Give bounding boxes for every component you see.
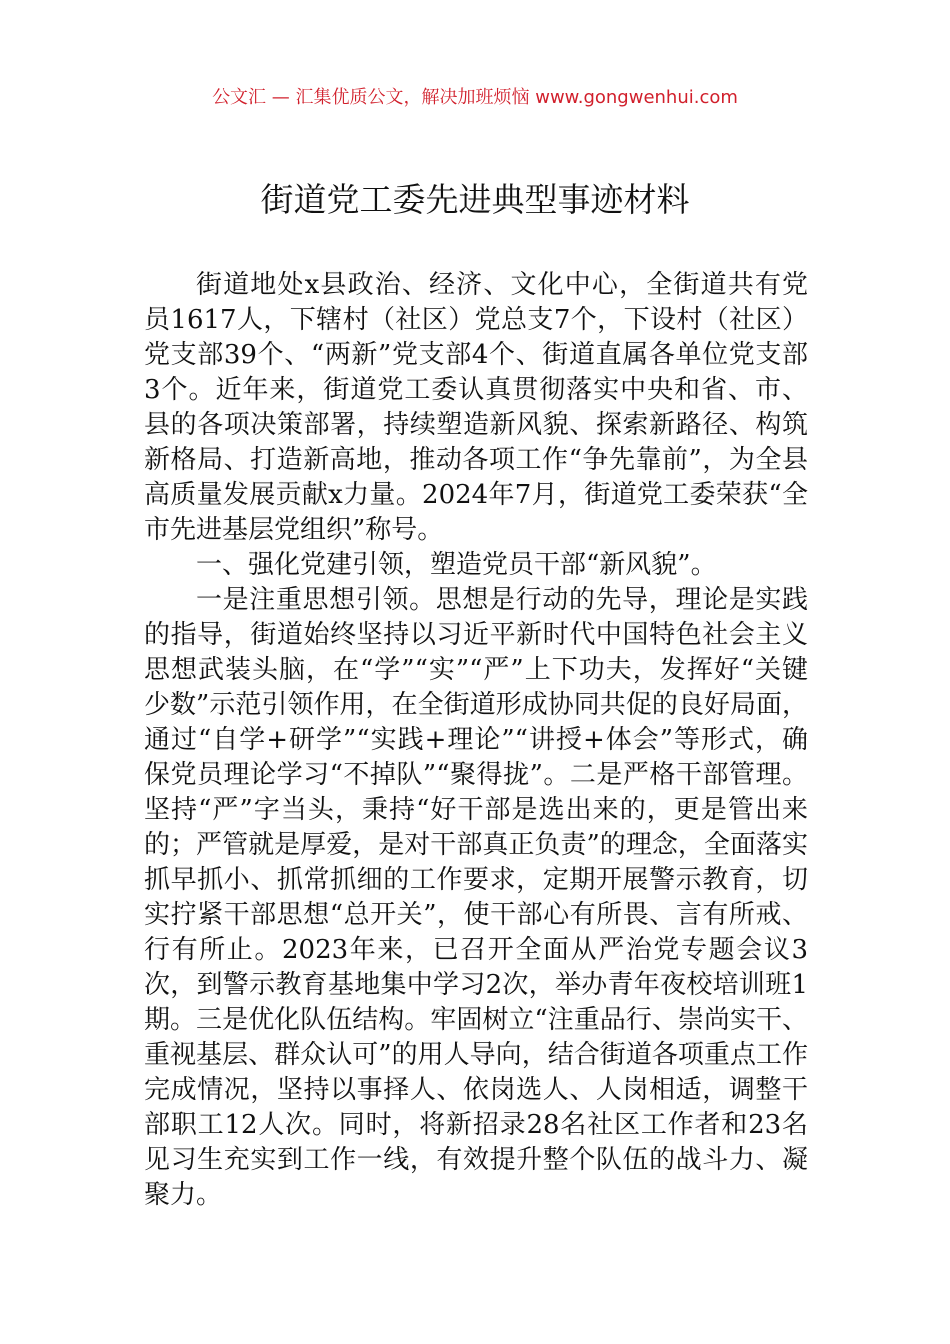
intro-paragraph: 街道地处x县政治、经济、文化中心，全街道共有党员1617人，下辖村（社区）党总支7个，下设村（社区）党支部39个、“两新”党支部4个、街道直属各单位党支部3个。近年来，街道党工委认真贯彻落实中央和省、市、县的各项决策部署，持续塑造新风貌、探索新路径、构筑新格局、打造新高地，推动各项工作“争先靠前”，为全县高质量发展贡献x力量。2024年7月，街道党工委荣获“全市先进基层党组织”称号。 <box>144 270 808 545</box>
header-banner[interactable]: 公文汇 — 汇集优质公文，解决加班烦恼 www.gongwenhui.com <box>212 87 738 108</box>
section-heading: 一、强化党建引领，塑造党员干部“新风貌”。 <box>196 550 717 580</box>
body-paragraph: 一是注重思想引领。思想是行动的先导，理论是实践的指导，街道始终坚持以习近平新时代中国特色社会主义思想武装头脑，在“学”“实”“严”上下功夫，发挥好“关键少数”示范引领作用，在全街道形成协同共促的良好局面，通过“自学+研学”“实践+理论”“讲授+体会”等形式，确保党员理论学习“不掉队”“聚得拢”。二是严格干部管理。坚持“严”字当头，秉持“好干部是选出来的，更是管出来的；严管就是厚爱，是对干部真正负责”的理念，全面落实抓早抓小、抓常抓细的工作要求，定期开展警示教育，切实拧紧干部思想“总开关”，使干部心有所畏、言有所戒、行有所止。2023年来，已召开全面从严治党专题会议3次，到警示教育基地集中学习2次，举办青年夜校培训班1期。三是优化队伍结构。牢固树立“注重品行、崇尚实干、重视基层、群众认可”的用人导向，结合街道各项重点工作完成情况，坚持以事择人、依岗选人、人岗相适，调整干部职工12人次。同时，将新招录28名社区工作者和23名见习生充实到工作一线，有效提升整个队伍的战斗力、凝聚力。 <box>144 585 808 1210</box>
document-body <box>144 268 808 1213</box>
page-title: 街道党工委先进典型事迹材料 <box>260 180 690 219</box>
